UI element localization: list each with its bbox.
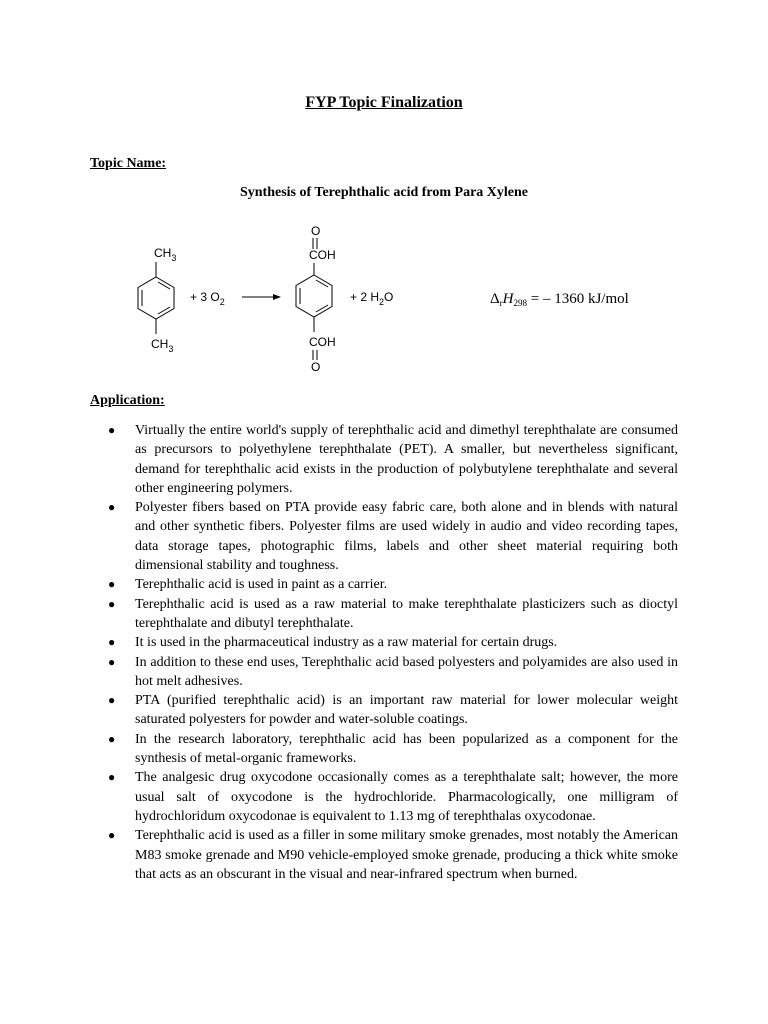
application-label: Application:	[90, 393, 165, 408]
reactant-top-label: $CH_3$	[154, 246, 177, 263]
list-item	[108, 498, 678, 575]
product-top-oxygen: O	[311, 224, 321, 238]
list-item	[108, 421, 678, 498]
enthalpy-value: $\Delta_rH_{298}$ = – 1360 kJ/mol	[490, 291, 629, 308]
reaction-arrow-icon	[242, 294, 281, 300]
list-item-text: Polyester fibers based on PTA provide easy fabric care, both alone and in blends with natural and other synthetic fibers. Polyester films are used widely in audio and video recording tapes, data storage tapes, photographic films, labels and other sheet material requiring both dimensional stability and toughness.	[135, 500, 678, 574]
list-item	[108, 575, 678, 594]
list-item	[108, 826, 678, 884]
list-item	[108, 595, 678, 634]
para-xylene-structure	[138, 246, 176, 354]
product-bottom-group: COH	[309, 335, 336, 349]
list-item-text: In the research laboratory, terephthalic acid has been popularized as a component for the synthesis of metal-organic frameworks.	[135, 731, 678, 767]
reaction-equation	[118, 222, 678, 377]
bullet-icon: ●	[108, 731, 116, 746]
product-bottom-oxygen: O	[311, 360, 321, 374]
reactant-bottom-label: $CH_3$	[151, 337, 174, 354]
terephthalic-acid-structure	[296, 224, 336, 374]
bullet-icon: ●	[108, 635, 116, 650]
bullet-icon: ●	[108, 577, 116, 592]
list-item-text: Terephthalic acid is used as a raw material to make terephthalate plasticizers such as dioctyl terephthalate and dibutyl terephthalate.	[135, 596, 678, 631]
list-item	[108, 730, 678, 769]
product-top-group: COH	[309, 248, 336, 262]
list-item-text: The analgesic drug oxycodone occasionally comes as a terephthalate salt; however, the more usual salt of oxycodone is the hydrochloride. Pharmacologically, one milligram of hydrochloridum oxycodonae is equivalent to 1.13 mg of terephthalas oxycodonae.	[135, 770, 678, 824]
list-item-text: In addition to these end uses, Terephthalic acid based polyesters and polyamides are also used in hot melt adhesives.	[135, 654, 678, 689]
bullet-icon: ●	[108, 693, 116, 708]
water-term: + 2 $H_2O$	[350, 290, 394, 307]
list-item-text: It is used in the pharmaceutical industry as a raw material for certain drugs.	[135, 635, 558, 651]
bullet-icon: ●	[108, 828, 116, 843]
list-item	[108, 691, 678, 730]
list-item-text: Virtually the entire world's supply of terephthalic acid and dimethyl terephthalate are consumed as precursors to polyethylene terephthalate (PET). A smaller, but nevertheless significant, demand for terephthalic acid exists in the production of polybutylene terephthalate and several other engineering polymers.	[135, 423, 678, 496]
oxygen-term: + 3 $O_2$	[190, 290, 225, 307]
list-item	[108, 768, 678, 826]
list-item-text: Terephthalic acid is used in paint as a carrier.	[135, 577, 388, 593]
application-list	[108, 421, 678, 884]
bullet-icon: ●	[108, 423, 116, 437]
list-item	[108, 633, 678, 652]
topic-name-label: Topic Name:	[90, 156, 167, 171]
bullet-icon: ●	[108, 770, 116, 785]
list-item-text: PTA (purified terephthalic acid) is an important raw material for lower molecular weight saturated polyesters for powder and water-soluble coatings.	[135, 693, 678, 728]
list-item	[108, 653, 678, 692]
bullet-icon: ●	[108, 500, 116, 515]
bullet-icon: ●	[108, 596, 116, 611]
page-title: FYP Topic Finalization	[305, 94, 463, 111]
topic-name-value: Synthesis of Terephthalic acid from Para Xylene	[239, 185, 529, 200]
list-item-text: Terephthalic acid is used as a filler in some military smoke grenades, most notably the American M83 smoke grenade and M90 vehicle-employed smoke grenade, producing a thick white smoke that acts as an obscurant in the visual and near-infrared spectrum when burned.	[135, 828, 678, 882]
bullet-icon: ●	[108, 654, 116, 669]
